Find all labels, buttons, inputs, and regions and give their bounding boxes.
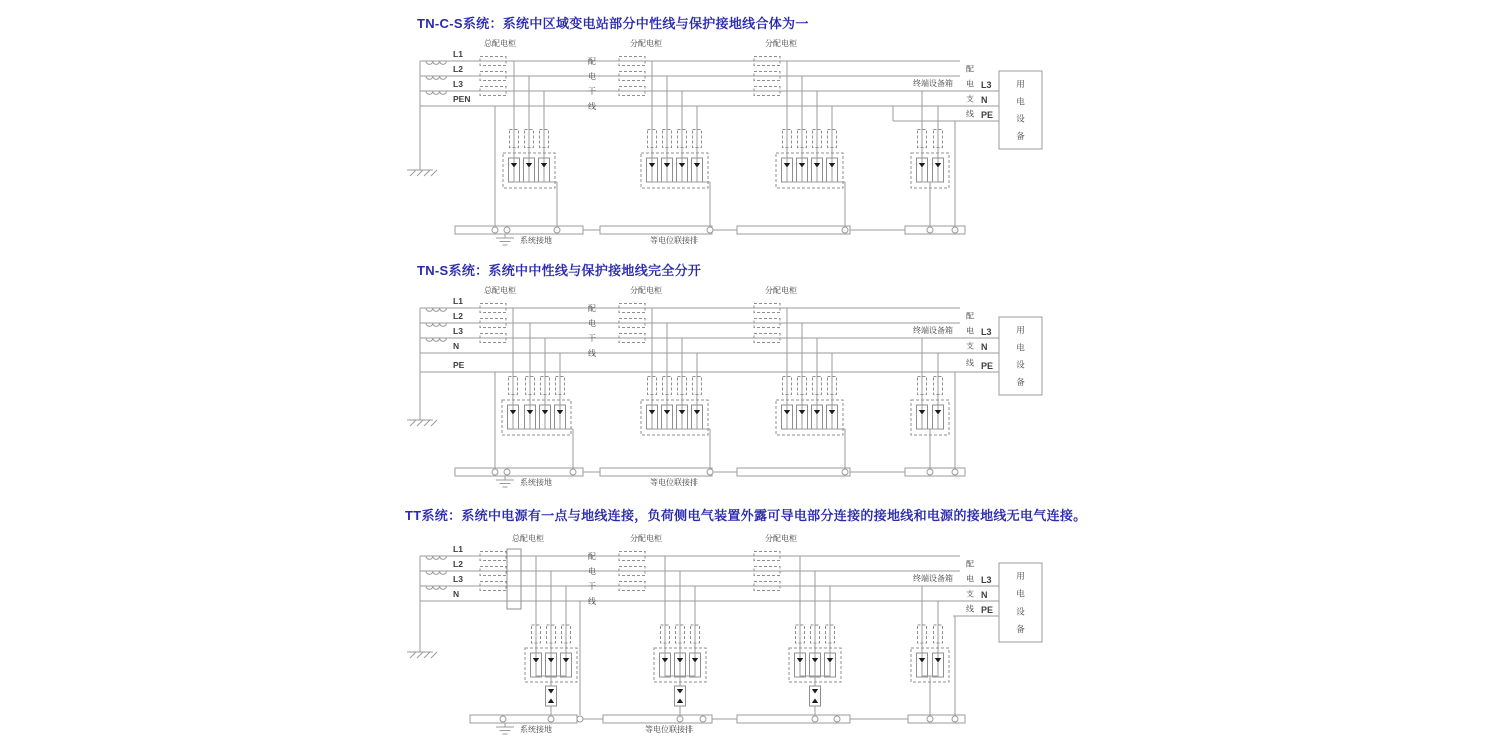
bar-connection-point: [707, 227, 713, 233]
bonding-bar-segment: [455, 226, 583, 234]
bar-connection-point: [707, 469, 713, 475]
transformer-coil-icon: [426, 586, 446, 589]
spd-arrow-icon: [677, 658, 683, 663]
spd-arrow-icon: [679, 410, 685, 415]
spd-arrow-icon: [664, 410, 670, 415]
spd-arrow-icon: [814, 163, 820, 168]
right-line-label-PE: PE: [981, 605, 994, 615]
spd-arrow-icon: [511, 163, 517, 168]
spd-arrow-icon: [799, 410, 805, 415]
line-label-L2: L2: [453, 311, 463, 321]
bonding-bar-segment: [455, 468, 583, 476]
spd-arrow-icon: [814, 410, 820, 415]
bonding-bar-segment: [737, 715, 850, 723]
transformer-coil-icon: [426, 556, 446, 559]
spd-arrow-icon: [664, 163, 670, 168]
diagram-title-tn-s: TN-S系统：系统中中性线与保护接地线完全分开: [417, 263, 702, 278]
spd-arrow-icon: [799, 163, 805, 168]
gap-arrow-up-icon: [677, 699, 683, 704]
transformer-coil-icon: [426, 338, 446, 341]
bar-connection-point: [700, 716, 706, 722]
line-label-L2: L2: [453, 64, 463, 74]
branch-label-char: 配: [966, 559, 974, 569]
spd-arrow-icon: [784, 410, 790, 415]
spd-arrow-icon: [548, 658, 554, 663]
spd-arrow-icon: [533, 658, 539, 663]
equipment-label-char: 设: [1016, 606, 1025, 617]
spd-arrow-icon: [827, 658, 833, 663]
right-line-label-L3: L3: [981, 327, 992, 337]
spd-arrow-icon: [649, 163, 655, 168]
bar-connection-point: [952, 227, 958, 233]
branch-label-char: 配: [966, 311, 974, 321]
system-ground-label: 系统接地: [520, 725, 552, 734]
bar-connection-point: [842, 227, 848, 233]
gap-arrow-up-icon: [812, 699, 818, 704]
trunk-label-char: 干: [588, 87, 596, 96]
spd-arrow-icon: [662, 658, 668, 663]
source-earth-symbol: [431, 420, 437, 426]
branch-label-char: 线: [966, 358, 974, 368]
diagram-title-tn-c-s: TN-C-S系统：系统中区域变电站部分中性线与保护接地线合体为一: [417, 16, 809, 31]
equipment-label-char: 电: [1016, 342, 1025, 353]
trunk-label-char: 线: [588, 349, 596, 358]
source-earth-symbol: [431, 170, 437, 176]
line-label-L2: L2: [453, 559, 463, 569]
source-earth-symbol: [417, 652, 423, 658]
spd-arrow-icon: [935, 410, 941, 415]
bar-connection-point: [577, 716, 583, 722]
line-label-L3: L3: [453, 326, 463, 336]
line-label-L1: L1: [453, 544, 463, 554]
spd-arrow-icon: [935, 163, 941, 168]
trunk-label-char: 电: [588, 567, 596, 576]
spd-arrow-icon: [563, 658, 569, 663]
equipment-label-char: 用: [1016, 79, 1025, 89]
bar-connection-point: [677, 716, 683, 722]
cabinet-label: 总配电柜: [484, 286, 516, 295]
source-earth-symbol: [410, 652, 416, 658]
equipment-label-char: 备: [1016, 624, 1025, 634]
bar-connection-point: [570, 469, 576, 475]
spd-arrow-icon: [919, 410, 925, 415]
spd-arrow-icon: [649, 410, 655, 415]
equipment-label-char: 备: [1016, 131, 1025, 141]
branch-label-char: 电: [966, 326, 974, 336]
terminal-box-label: 终端设备箱: [913, 79, 953, 88]
spd-arrow-icon: [784, 163, 790, 168]
source-earth-symbol: [424, 170, 430, 176]
spd-arrow-icon: [919, 658, 925, 663]
line-label-L3: L3: [453, 79, 463, 89]
spd-arrow-icon: [829, 410, 835, 415]
line-label-L1: L1: [453, 296, 463, 306]
spd-arrow-icon: [541, 163, 547, 168]
bar-connection-point: [504, 469, 510, 475]
spd-arrow-icon: [557, 410, 563, 415]
spd-arrow-icon: [694, 163, 700, 168]
trunk-label-char: 线: [588, 597, 596, 606]
trunk-label-char: 配: [588, 552, 596, 561]
bar-connection-point: [927, 716, 933, 722]
bar-connection-point: [492, 469, 498, 475]
spd-arrow-icon: [679, 163, 685, 168]
bar-connection-point: [952, 716, 958, 722]
bar-connection-point: [927, 469, 933, 475]
terminal-box-label: 终端设备箱: [913, 326, 953, 335]
system-ground-label: 系统接地: [520, 478, 552, 487]
cabinet-label: 分配电柜: [765, 39, 797, 48]
gap-arrow-down-icon: [812, 689, 818, 694]
gap-arrow-down-icon: [548, 689, 554, 694]
bar-connection-point: [492, 227, 498, 233]
trunk-label-char: 配: [588, 304, 596, 313]
branch-label-char: 支: [966, 341, 974, 351]
cabinet-label: 分配电柜: [630, 534, 662, 543]
spd-arrow-icon: [510, 410, 516, 415]
cabinet-label: 总配电柜: [512, 534, 544, 543]
spd-arrow-icon: [935, 658, 941, 663]
right-line-label-N: N: [981, 590, 988, 600]
bonding-bar-segment: [600, 226, 712, 234]
branch-label-char: 线: [966, 109, 974, 119]
bonding-bar-label: 等电位联接排: [645, 725, 693, 734]
cabinet-label: 分配电柜: [630, 39, 662, 48]
spd-arrow-icon: [919, 163, 925, 168]
transformer-coil-icon: [426, 91, 446, 94]
trunk-label-char: 干: [588, 582, 596, 591]
rcd-device: [507, 549, 521, 609]
trunk-label-char: 电: [588, 319, 596, 328]
trunk-label-char: 配: [588, 57, 596, 66]
bonding-bar-segment: [470, 715, 577, 723]
source-earth-symbol: [410, 420, 416, 426]
equipment-label-char: 用: [1016, 325, 1025, 335]
branch-label-char: 电: [966, 79, 974, 89]
bar-connection-point: [927, 227, 933, 233]
transformer-coil-icon: [426, 308, 446, 311]
bonding-bar-label: 等电位联接排: [650, 236, 698, 245]
source-earth-symbol: [431, 652, 437, 658]
branch-label-char: 支: [966, 94, 974, 104]
source-earth-symbol: [417, 170, 423, 176]
source-earth-symbol: [424, 420, 430, 426]
equipment-label-char: 设: [1016, 113, 1025, 124]
cabinet-label: 分配电柜: [765, 286, 797, 295]
branch-label-char: 支: [966, 589, 974, 599]
bonding-bar-segment: [603, 715, 712, 723]
trunk-label-char: 干: [588, 334, 596, 343]
spd-arrow-icon: [829, 163, 835, 168]
spd-arrow-icon: [694, 410, 700, 415]
spd-arrow-icon: [812, 658, 818, 663]
bar-connection-point: [500, 716, 506, 722]
bar-connection-point: [504, 227, 510, 233]
transformer-coil-icon: [426, 61, 446, 64]
bar-connection-point: [842, 469, 848, 475]
equipment-label-char: 设: [1016, 359, 1025, 370]
right-line-label-PE: PE: [981, 110, 994, 120]
line-label-PE: PE: [453, 360, 465, 370]
bar-connection-point: [812, 716, 818, 722]
bonding-bar-label: 等电位联接排: [650, 478, 698, 487]
bar-connection-point: [834, 716, 840, 722]
bonding-bar-segment: [737, 468, 850, 476]
equipment-label-char: 备: [1016, 377, 1025, 387]
spd-arrow-icon: [797, 658, 803, 663]
equipment-label-char: 电: [1016, 96, 1025, 107]
right-line-label-N: N: [981, 95, 988, 105]
source-earth-symbol: [410, 170, 416, 176]
spd-arrow-icon: [542, 410, 548, 415]
branch-label-char: 线: [966, 604, 974, 614]
branch-label-char: 配: [966, 64, 974, 74]
line-label-L3: L3: [453, 574, 463, 584]
line-label-L1: L1: [453, 49, 463, 59]
right-line-label-PE: PE: [981, 361, 994, 371]
right-line-label-L3: L3: [981, 575, 992, 585]
equipment-label-char: 用: [1016, 571, 1025, 581]
cabinet-label: 总配电柜: [484, 39, 516, 48]
right-line-label-L3: L3: [981, 80, 992, 90]
diagram-title-tt: TT系统：系统中电源有一点与地线连接，负荷侧电气装置外露可导电部分连接的接地线和电源的接地线无电气连接。: [405, 508, 1087, 523]
spd-arrow-icon: [692, 658, 698, 663]
terminal-box-label: 终端设备箱: [913, 574, 953, 583]
cabinet-label: 分配电柜: [765, 534, 797, 543]
source-earth-symbol: [417, 420, 423, 426]
bonding-bar-segment: [737, 226, 850, 234]
bar-connection-point: [548, 716, 554, 722]
gap-arrow-up-icon: [548, 699, 554, 704]
transformer-coil-icon: [426, 571, 446, 574]
transformer-coil-icon: [426, 76, 446, 79]
transformer-coil-icon: [426, 323, 446, 326]
cabinet-label: 分配电柜: [630, 286, 662, 295]
trunk-label-char: 电: [588, 72, 596, 81]
line-label-N: N: [453, 341, 460, 351]
branch-label-char: 电: [966, 574, 974, 584]
spd-arrow-icon: [527, 410, 533, 415]
source-earth-symbol: [424, 652, 430, 658]
bar-connection-point: [554, 227, 560, 233]
trunk-label-char: 线: [588, 102, 596, 111]
bonding-bar-segment: [600, 468, 712, 476]
gap-arrow-down-icon: [677, 689, 683, 694]
right-line-label-N: N: [981, 342, 988, 352]
line-label-PEN: PEN: [453, 94, 471, 104]
bar-connection-point: [952, 469, 958, 475]
equipment-label-char: 电: [1016, 588, 1025, 599]
system-ground-label: 系统接地: [520, 236, 552, 245]
line-label-N: N: [453, 589, 460, 599]
spd-arrow-icon: [526, 163, 532, 168]
